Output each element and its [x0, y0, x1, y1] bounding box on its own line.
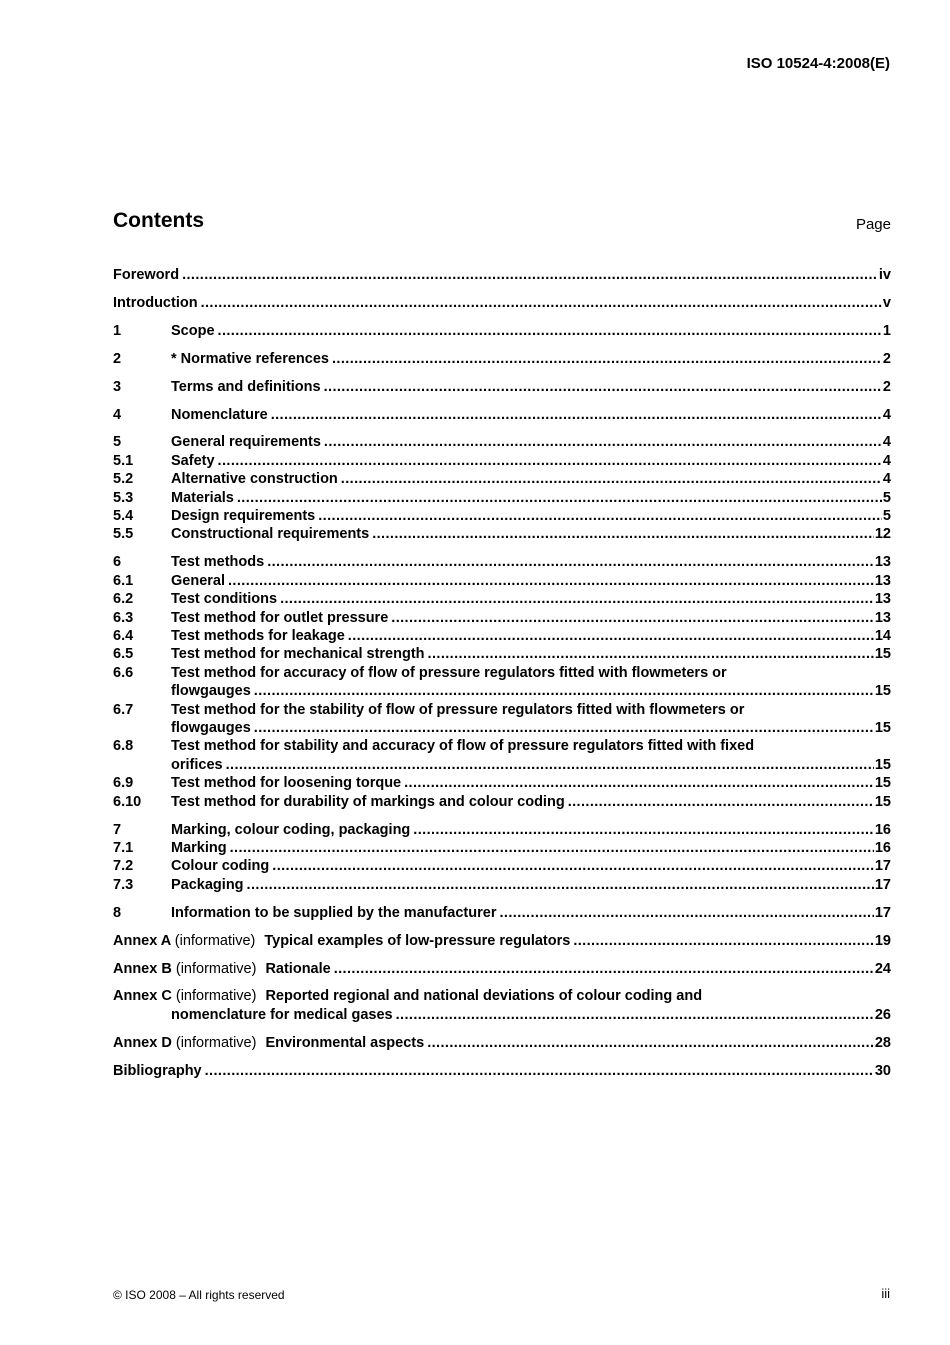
- toc-entry-page: 4: [882, 406, 891, 423]
- toc-entry-title: Marking, colour coding, packaging: [171, 821, 411, 838]
- toc-entry-title: Nomenclature: [171, 406, 268, 423]
- toc-entry-line: [113, 960, 891, 978]
- toc-entry-body: [171, 645, 891, 663]
- toc-entry-page: 24: [874, 960, 891, 977]
- toc-entry-title-continued: nomenclature for medical gases: [171, 1006, 393, 1023]
- toc-group: [113, 1034, 891, 1052]
- toc-entry-page: 15: [874, 646, 891, 663]
- toc-entry-page: 26: [874, 1006, 891, 1023]
- toc-dot-leader: [271, 406, 882, 424]
- toc-entry-body: [171, 489, 891, 507]
- toc-entry[interactable]: [113, 774, 891, 792]
- annex-label: Annex D: [113, 1034, 172, 1051]
- toc-entry-page: 4: [882, 471, 891, 488]
- toc-entry[interactable]: [113, 737, 891, 774]
- toc-entry-title: Test method for outlet pressure: [171, 609, 389, 626]
- toc-group: [113, 406, 891, 424]
- toc-group: [113, 960, 891, 978]
- toc-entry-number: 3: [113, 378, 122, 395]
- toc-dot-leader: [372, 525, 874, 543]
- toc-entry-title: Environmental aspects: [265, 1034, 425, 1051]
- toc-entry-line: [171, 590, 891, 608]
- toc-entry-line: [171, 470, 891, 488]
- toc-dot-leader: [568, 793, 874, 811]
- annex-prefix: [113, 1034, 256, 1052]
- toc-entry-title: Test method for the stability of flow of pressure regulators fitted with flowmeters or: [171, 701, 745, 718]
- toc-entry-line: [171, 507, 891, 525]
- toc-dot-leader: [428, 645, 874, 663]
- toc-entry[interactable]: [113, 627, 891, 645]
- toc-entry-page: 15: [874, 683, 891, 700]
- toc-entry-page: 4: [882, 434, 891, 451]
- toc-dot-leader: [230, 839, 874, 857]
- toc-entry-body: [171, 590, 891, 608]
- toc-entry-number: 6: [113, 554, 122, 571]
- toc-entry-number: 6.8: [113, 738, 134, 755]
- toc-entry-page: 4: [882, 452, 891, 469]
- toc-entry-page: 13: [874, 572, 891, 589]
- toc-entry-number: 6.5: [113, 646, 134, 663]
- toc-entry-title: Bibliography: [113, 1062, 202, 1079]
- toc-entry-page: 16: [874, 821, 891, 838]
- toc-dot-leader: [182, 266, 878, 284]
- toc-entry-title-continued: flowgauges: [171, 720, 251, 737]
- toc-entry-title: Colour coding: [171, 858, 270, 875]
- toc-entry-line: [171, 553, 891, 571]
- toc-entry-line: [171, 627, 891, 645]
- annex-type: (informative): [174, 932, 256, 949]
- toc-entry-line: [113, 987, 891, 1005]
- toc-group: [113, 322, 891, 340]
- toc-entry-number: 7: [113, 821, 122, 838]
- toc-entry-line: [171, 737, 891, 755]
- toc-entry-line: [171, 682, 891, 700]
- toc-entry-number: 2: [113, 350, 122, 367]
- toc-entry[interactable]: [113, 452, 891, 470]
- toc-dot-leader: [247, 876, 874, 894]
- toc-entry-number: 5.4: [113, 508, 134, 525]
- toc-entry-line: [113, 1034, 891, 1052]
- toc-entry[interactable]: [113, 489, 891, 507]
- toc-entry-page: 2: [882, 350, 891, 367]
- toc-group: [113, 821, 891, 895]
- toc-entry-page: 12: [874, 526, 891, 543]
- toc-entry-line: [171, 525, 891, 543]
- toc-entry-page: 19: [874, 932, 891, 949]
- toc-dot-leader: [201, 294, 882, 312]
- toc-dot-leader: [218, 322, 882, 340]
- toc-entry[interactable]: [113, 821, 891, 839]
- toc-annex-entry[interactable]: [113, 932, 891, 950]
- toc-entry-body: [171, 839, 891, 857]
- toc-entry-page: 15: [874, 756, 891, 773]
- toc-dot-leader: [413, 821, 874, 839]
- toc-entry-number: 6.3: [113, 609, 134, 626]
- toc-entry-page: 5: [882, 489, 891, 506]
- toc-entry-page: 28: [874, 1034, 891, 1051]
- toc-entry-title: Constructional requirements: [171, 526, 370, 543]
- toc-entry-title: Packaging: [171, 876, 244, 893]
- toc-entry-body: [171, 627, 891, 645]
- toc-entry[interactable]: [113, 406, 891, 424]
- toc-entry-title: Typical examples of low-pressure regulators: [264, 932, 571, 949]
- toc-group: [113, 553, 891, 811]
- toc-dot-leader: [324, 433, 882, 451]
- toc-entry-title: Design requirements: [171, 508, 316, 525]
- toc-entry-page: 17: [874, 858, 891, 875]
- toc-entry-line: [113, 1062, 891, 1080]
- toc-entry-title: Terms and definitions: [171, 378, 321, 395]
- toc-group: [113, 378, 891, 396]
- toc-entry-title: Introduction: [113, 294, 198, 311]
- toc-entry-title-continued: orifices: [171, 756, 223, 773]
- toc-entry-line: [113, 1006, 891, 1024]
- toc-entry-body: [171, 525, 891, 543]
- annex-label: Annex B: [113, 960, 172, 977]
- toc-annex-entry[interactable]: [113, 1034, 891, 1052]
- toc-entry-title: Test methods: [171, 554, 265, 571]
- toc-entry-body: [113, 294, 891, 312]
- toc-entry-body: [171, 774, 891, 792]
- toc-entry-page: 15: [874, 775, 891, 792]
- toc-entry-number: 6.2: [113, 591, 134, 608]
- toc-entry-number: 6.6: [113, 664, 134, 681]
- toc-entry-line: [113, 266, 891, 284]
- toc-entry-line: [171, 774, 891, 792]
- toc-entry[interactable]: [113, 590, 891, 608]
- toc-group: [113, 1062, 891, 1080]
- toc-dot-leader: [280, 590, 874, 608]
- toc-group: [113, 932, 891, 950]
- toc-entry-body: [113, 1034, 891, 1052]
- toc-entry-body: [171, 793, 891, 811]
- toc-entry-body: [171, 609, 891, 627]
- toc-entry-title: Test method for accuracy of flow of pressure regulators fitted with flowmeters or: [171, 664, 727, 681]
- toc-entry-page: 15: [874, 720, 891, 737]
- toc-entry-page: 14: [874, 628, 891, 644]
- toc-entry-line: [171, 719, 891, 737]
- toc-entry[interactable]: [113, 793, 891, 811]
- toc-entry-body: [113, 987, 891, 1024]
- toc-entry[interactable]: [113, 609, 891, 627]
- toc-entry[interactable]: [113, 322, 891, 340]
- toc-entry[interactable]: [113, 525, 891, 543]
- toc-entry-body: [171, 322, 891, 340]
- toc-entry-title: Test conditions: [171, 591, 278, 608]
- toc-entry-number: 6.9: [113, 775, 134, 792]
- toc-group: [113, 904, 891, 922]
- page-column-label: Page: [855, 216, 891, 233]
- toc-entry-title: Foreword: [113, 267, 180, 283]
- toc-entry[interactable]: [113, 266, 891, 284]
- toc-entry-number: 5: [113, 434, 122, 451]
- toc-entry-page: 13: [874, 591, 891, 608]
- toc-entry[interactable]: [113, 857, 891, 875]
- toc-entry[interactable]: [113, 572, 891, 590]
- toc-entry-line: [171, 645, 891, 663]
- toc-entry-body: [171, 876, 891, 894]
- toc-dot-leader: [205, 1062, 874, 1080]
- document-id: ISO 10524-4:2008(E): [746, 55, 890, 72]
- toc-entry-body: [113, 932, 891, 950]
- toc-dot-leader: [218, 452, 882, 470]
- toc-entry-page: 17: [874, 876, 891, 893]
- toc-entry-title: Rationale: [265, 960, 331, 977]
- contents-title: Contents: [113, 209, 204, 232]
- toc-entry-number: 6.1: [113, 572, 134, 589]
- toc-entry-title: Test method for mechanical strength: [171, 646, 425, 663]
- toc-entry-number: 5.5: [113, 526, 134, 543]
- toc-entry-page: 13: [874, 609, 891, 626]
- toc-entry-body: [171, 470, 891, 488]
- annex-type: (informative): [175, 1034, 257, 1051]
- toc-entry-page: v: [882, 294, 891, 311]
- toc-entry[interactable]: [113, 701, 891, 738]
- toc-entry-page: 17: [874, 904, 891, 921]
- annex-prefix: [113, 932, 255, 950]
- toc-entry-body: [171, 701, 891, 738]
- annex-prefix: [113, 960, 256, 978]
- annex-label: Annex C: [113, 988, 172, 1005]
- toc-entry-body: [171, 553, 891, 571]
- toc-dot-leader: [254, 719, 874, 737]
- toc-entry-number: 7.3: [113, 876, 134, 893]
- toc-dot-leader: [254, 682, 874, 700]
- toc-bibliography-entry[interactable]: [113, 1062, 891, 1080]
- toc-annex-entry[interactable]: [113, 987, 891, 1024]
- annex-label: Annex A: [113, 932, 171, 949]
- toc-dot-leader: [334, 960, 874, 978]
- toc-entry-body: [171, 406, 891, 424]
- toc-entry-title: General requirements: [171, 434, 321, 451]
- toc-entry-body: [171, 821, 891, 839]
- toc-entry[interactable]: [113, 433, 891, 451]
- toc-entry-title-continued: flowgauges: [171, 683, 251, 700]
- toc-entry-line: [171, 857, 891, 875]
- toc-entry-number: 6.7: [113, 701, 134, 718]
- toc-entry-line: [171, 452, 891, 470]
- toc-entry[interactable]: [113, 839, 891, 857]
- toc-dot-leader: [404, 774, 874, 792]
- toc-entry-number: 5.1: [113, 452, 134, 469]
- toc-entry-line: [171, 821, 891, 839]
- toc-entry[interactable]: [113, 507, 891, 525]
- toc-entry[interactable]: [113, 876, 891, 894]
- toc-entry-line: [171, 433, 891, 451]
- toc-entry[interactable]: [113, 378, 891, 396]
- toc-entry[interactable]: [113, 664, 891, 701]
- toc-entry-line: [171, 489, 891, 507]
- toc-entry-line: [171, 350, 891, 368]
- annex-prefix: [113, 987, 256, 1005]
- toc-entry-body: [171, 452, 891, 470]
- toc-dot-leader: [573, 932, 874, 950]
- toc-dot-leader: [267, 553, 874, 571]
- toc-entry[interactable]: [113, 904, 891, 922]
- toc-entry-title: Safety: [171, 452, 215, 469]
- toc-dot-leader: [228, 572, 874, 590]
- toc-entry-body: [171, 350, 891, 368]
- toc-entry-page: 16: [874, 839, 891, 856]
- toc-entry-page: iv: [878, 267, 891, 283]
- toc-entry-page: 15: [874, 793, 891, 810]
- toc-entry-body: [171, 664, 891, 701]
- toc-entry-title: Test methods for leakage: [171, 628, 345, 644]
- toc-group: [113, 987, 891, 1024]
- toc-entry-line: [171, 572, 891, 590]
- toc-entry-body: [171, 378, 891, 396]
- toc-dot-leader: [391, 609, 874, 627]
- toc-entry-body: [171, 433, 891, 451]
- toc-group: [113, 350, 891, 368]
- toc-entry-line: [113, 932, 891, 950]
- toc-entry-page: 30: [874, 1062, 891, 1079]
- toc-entry-line: [171, 406, 891, 424]
- toc-entry-number: 4: [113, 406, 122, 423]
- toc-entry-number: 6.4: [113, 628, 134, 644]
- toc-entry[interactable]: [113, 645, 891, 663]
- toc-dot-leader: [427, 1034, 874, 1052]
- footer-page-number: iii: [881, 1286, 890, 1301]
- toc-entry[interactable]: [113, 294, 891, 312]
- toc-dot-leader: [324, 378, 882, 396]
- toc-entry-line: [171, 839, 891, 857]
- toc-entry-title: General: [171, 572, 225, 589]
- toc-entry-title: * Normative references: [171, 350, 329, 367]
- toc-entry-line: [171, 701, 891, 719]
- toc-entry-line: [113, 294, 891, 312]
- toc-entry-line: [171, 904, 891, 922]
- toc-annex-entry[interactable]: [113, 960, 891, 978]
- toc-entry-body: [171, 572, 891, 590]
- toc-entry-page: 1: [882, 322, 891, 339]
- toc-group: [113, 266, 891, 284]
- toc-entry-line: [171, 609, 891, 627]
- toc-entry-body: [171, 857, 891, 875]
- toc-entry-title: Reported regional and national deviations of colour coding and: [265, 988, 703, 1005]
- toc-entry-title: Scope: [171, 322, 215, 339]
- annex-type: (informative): [175, 988, 257, 1005]
- toc-entry-page: 2: [882, 378, 891, 395]
- toc-entry-body: [171, 904, 891, 922]
- toc-entry-line: [171, 664, 891, 682]
- toc-dot-leader: [396, 1006, 874, 1024]
- toc-dot-leader: [499, 904, 873, 922]
- toc-dot-leader: [226, 756, 874, 774]
- toc-dot-leader: [332, 350, 882, 368]
- toc-entry-line: [171, 756, 891, 774]
- toc-entry[interactable]: [113, 553, 891, 571]
- toc-dot-leader: [341, 470, 882, 488]
- toc-entry-title: Information to be supplied by the manufacturer: [171, 904, 497, 921]
- toc-dot-leader: [318, 507, 882, 525]
- toc-entry-number: 5.2: [113, 471, 134, 488]
- toc-entry-number: 1: [113, 322, 122, 339]
- toc-group: [113, 294, 891, 312]
- toc-entry-title: Alternative construction: [171, 471, 338, 488]
- toc-entry-title: Materials: [171, 489, 234, 506]
- toc-entry-body: [171, 737, 891, 774]
- toc-entry-title: Marking: [171, 839, 227, 856]
- toc-entry-line: [171, 378, 891, 396]
- toc-entry[interactable]: [113, 470, 891, 488]
- toc-dot-leader: [348, 627, 874, 645]
- toc-dot-leader: [272, 857, 874, 875]
- toc-entry-line: [171, 793, 891, 811]
- toc-entry-number: 7.1: [113, 839, 134, 856]
- toc-dot-leader: [237, 489, 882, 507]
- toc-entry[interactable]: [113, 350, 891, 368]
- toc-entry-body: [113, 266, 891, 284]
- toc-entry-number: 8: [113, 904, 122, 921]
- toc-entry-line: [171, 322, 891, 340]
- toc-entry-body: [113, 1062, 891, 1080]
- toc-entry-number: 5.3: [113, 489, 134, 506]
- toc-entry-number: 7.2: [113, 858, 134, 875]
- toc-entry-body: [113, 960, 891, 978]
- toc-entry-page: 5: [882, 508, 891, 525]
- table-of-contents: [113, 266, 891, 1090]
- annex-type: (informative): [175, 960, 257, 977]
- toc-entry-title: Test method for stability and accuracy of flow of pressure regulators fitted with fixed: [171, 738, 755, 755]
- toc-entry-body: [171, 507, 891, 525]
- toc-entry-title: Test method for loosening torque: [171, 775, 402, 792]
- toc-entry-title: Test method for durability of markings and colour coding: [171, 793, 565, 810]
- toc-entry-page: 13: [874, 554, 891, 571]
- toc-entry-number: 6.10: [113, 793, 142, 810]
- toc-entry-line: [171, 876, 891, 894]
- footer-copyright: © ISO 2008 – All rights reserved: [113, 1288, 285, 1302]
- toc-group: [113, 433, 891, 543]
